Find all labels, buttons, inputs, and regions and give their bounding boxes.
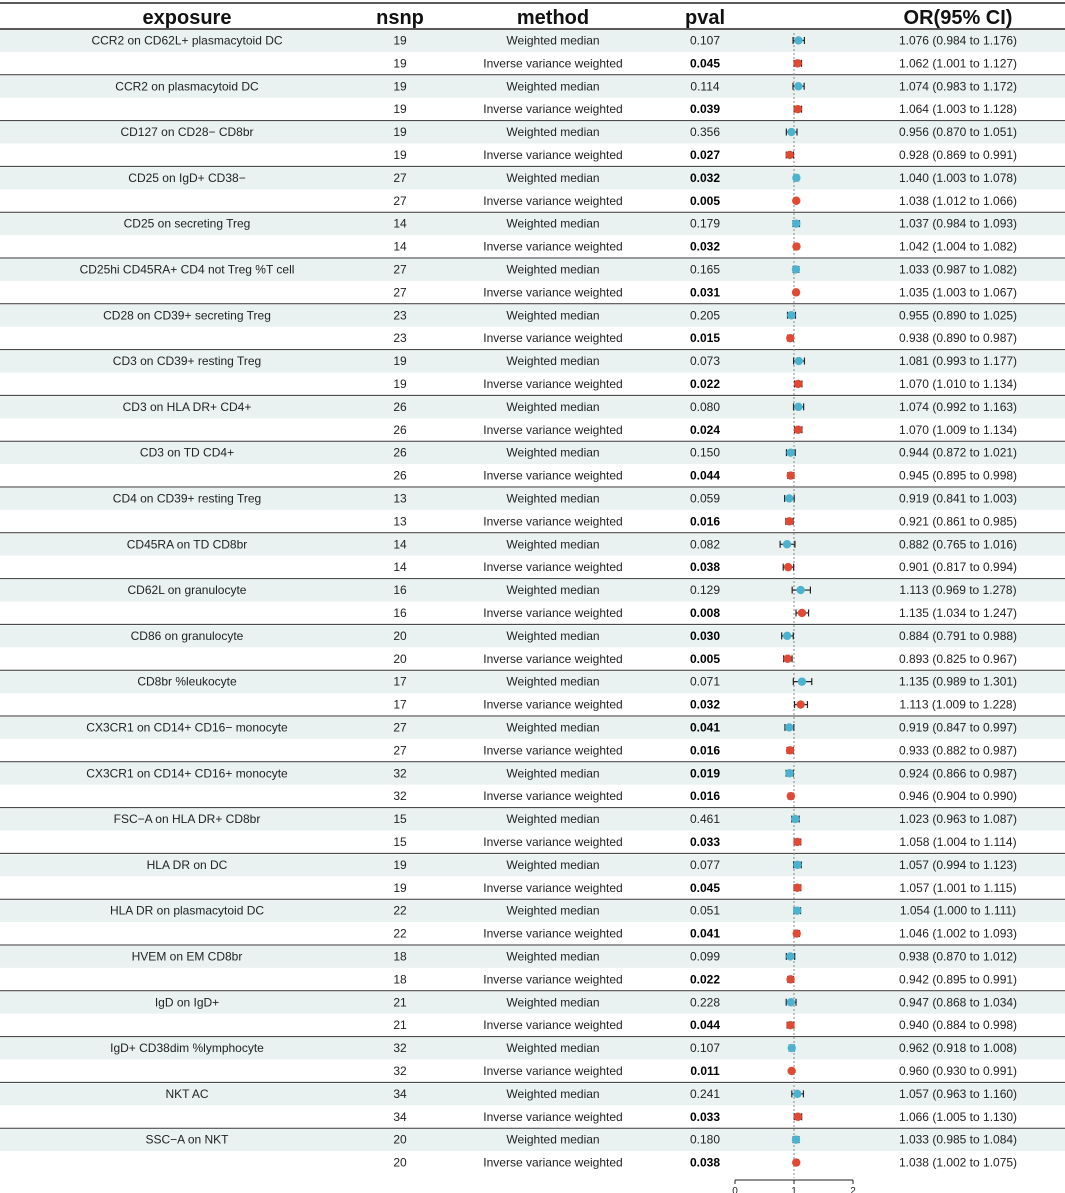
nsnp-value: 32 [393, 1063, 407, 1078]
or-point [794, 36, 802, 44]
pval-value: 0.073 [689, 354, 721, 369]
method-label: Inverse variance weighted [483, 972, 623, 987]
header-exposure: exposure [142, 7, 232, 29]
exposure-label: HVEM on EM CD8br [131, 949, 243, 964]
or-ci-value: 1.057 (0.963 to 1.160) [898, 1086, 1018, 1101]
or-ci-value: 1.135 (1.034 to 1.247) [898, 605, 1018, 620]
nsnp-value: 20 [393, 1132, 407, 1147]
pval-value: 0.241 [689, 1086, 721, 1101]
pval-value: 0.032 [689, 697, 721, 712]
pval-value: 0.045 [689, 56, 721, 71]
method-label: Inverse variance weighted [483, 1155, 623, 1170]
or-ci-value: 1.058 (1.004 to 1.114) [899, 834, 1017, 849]
nsnp-value: 19 [393, 376, 407, 391]
nsnp-value: 14 [393, 560, 407, 575]
method-label: Weighted median [506, 216, 600, 231]
or-point [793, 929, 801, 937]
nsnp-value: 21 [393, 995, 407, 1010]
pval-value: 0.030 [689, 628, 721, 643]
method-label: Weighted median [506, 857, 600, 872]
or-ci-value: 0.944 (0.872 to 1.021) [898, 445, 1018, 460]
method-label: Weighted median [506, 79, 600, 94]
or-point [783, 632, 791, 640]
method-label: Inverse variance weighted [483, 651, 623, 666]
method-label: Weighted median [506, 170, 600, 185]
or-ci-value: 1.042 (1.004 to 1.082) [898, 239, 1018, 254]
pval-value: 0.228 [689, 995, 721, 1010]
pval-value: 0.005 [689, 651, 721, 666]
nsnp-value: 15 [393, 834, 407, 849]
method-label: Inverse variance weighted [483, 789, 623, 804]
method-label: Inverse variance weighted [483, 331, 623, 346]
x-axis [732, 1180, 856, 1193]
nsnp-value: 26 [393, 399, 407, 414]
pval-value: 0.045 [689, 880, 721, 895]
or-ci-value: 0.942 (0.895 to 0.991) [898, 972, 1018, 987]
nsnp-value: 26 [393, 445, 407, 460]
or-point [786, 448, 794, 456]
or-ci-value: 1.135 (0.989 to 1.301) [898, 674, 1018, 689]
or-ci-value: 0.901 (0.817 to 0.994) [898, 560, 1018, 575]
method-label: Weighted median [506, 1132, 600, 1147]
nsnp-value: 19 [393, 56, 407, 71]
exposure-label: HLA DR on plasmacytoid DC [109, 903, 265, 918]
exposure-label: CD25 on IgD+ CD38− [128, 170, 246, 185]
or-point [798, 609, 806, 617]
header-or-ci: OR(95% CI) [903, 7, 1013, 29]
or-ci-value: 0.924 (0.866 to 0.987) [898, 766, 1018, 781]
pval-value: 0.114 [690, 79, 720, 94]
pval-value: 0.038 [689, 560, 721, 575]
nsnp-value: 19 [393, 857, 407, 872]
pval-value: 0.016 [689, 514, 721, 529]
or-point [786, 746, 794, 754]
header-nsnp: nsnp [376, 7, 424, 29]
nsnp-value: 19 [393, 354, 407, 369]
or-ci-value: 0.956 (0.870 to 1.051) [898, 125, 1018, 140]
or-point [791, 815, 799, 823]
nsnp-value: 27 [393, 720, 407, 735]
pval-value: 0.356 [689, 125, 721, 140]
nsnp-value: 32 [393, 766, 407, 781]
pval-value: 0.099 [689, 949, 721, 964]
exposure-label: CD3 on CD39+ resting Treg [112, 354, 262, 369]
x-tick-label: 1 [791, 1186, 797, 1193]
or-ci-value: 0.928 (0.869 to 0.991) [898, 147, 1018, 162]
or-point [787, 128, 795, 136]
or-point [786, 334, 794, 342]
x-tick-label: 0 [732, 1186, 738, 1193]
or-ci-value: 1.081 (0.993 to 1.177) [898, 354, 1018, 369]
or-point [787, 471, 795, 479]
or-ci-value: 0.919 (0.847 to 0.997) [898, 720, 1018, 735]
method-label: Weighted median [506, 995, 600, 1010]
or-point [794, 403, 802, 411]
or-point [783, 540, 791, 548]
pval-value: 0.150 [689, 445, 721, 460]
nsnp-value: 16 [393, 605, 407, 620]
method-label: Inverse variance weighted [483, 376, 623, 391]
or-point [796, 700, 804, 708]
exposure-label: SSC−A on NKT [145, 1132, 229, 1147]
or-ci-value: 0.884 (0.791 to 0.988) [898, 628, 1018, 643]
nsnp-value: 14 [393, 216, 407, 231]
nsnp-value: 27 [393, 170, 407, 185]
or-ci-value: 1.033 (0.987 to 1.082) [898, 262, 1018, 277]
or-ci-value: 0.962 (0.918 to 1.008) [898, 1041, 1018, 1056]
exposure-label: CX3CR1 on CD14+ CD16− monocyte [86, 720, 288, 735]
or-ci-value: 1.070 (1.010 to 1.134) [898, 376, 1018, 391]
method-label: Inverse variance weighted [483, 193, 623, 208]
pval-value: 0.033 [689, 1109, 721, 1124]
column-headers [143, 7, 1013, 29]
or-point [798, 677, 806, 685]
or-point [796, 586, 804, 594]
method-label: Inverse variance weighted [483, 834, 623, 849]
exposure-label: CD28 on CD39+ secreting Treg [103, 308, 271, 323]
method-label: Inverse variance weighted [483, 926, 623, 941]
nsnp-value: 13 [393, 514, 407, 529]
or-ci-value: 1.033 (0.985 to 1.084) [898, 1132, 1018, 1147]
or-ci-value: 1.113 (0.969 to 1.278) [899, 583, 1017, 598]
nsnp-value: 34 [393, 1109, 407, 1124]
or-ci-value: 0.945 (0.895 to 0.998) [898, 468, 1018, 483]
method-label: Weighted median [506, 903, 600, 918]
or-point [793, 59, 801, 67]
nsnp-value: 26 [393, 468, 407, 483]
method-label: Weighted median [506, 262, 600, 277]
nsnp-value: 19 [393, 125, 407, 140]
method-label: Weighted median [506, 674, 600, 689]
or-point [787, 792, 795, 800]
exposure-label: IgD on IgD+ [154, 995, 220, 1010]
or-ci-value: 0.882 (0.765 to 1.016) [898, 537, 1018, 552]
method-label: Inverse variance weighted [483, 1063, 623, 1078]
method-label: Inverse variance weighted [483, 560, 623, 575]
x-tick-label: 2 [850, 1186, 856, 1193]
or-point [794, 380, 802, 388]
method-label: Inverse variance weighted [483, 1109, 623, 1124]
or-point [786, 151, 794, 159]
pval-value: 0.180 [689, 1132, 721, 1147]
pval-value: 0.071 [689, 674, 721, 689]
exposure-label: NKT AC [165, 1086, 209, 1101]
nsnp-value: 14 [393, 239, 407, 254]
exposure-label: CD25hi CD45RA+ CD4 not Treg %T cell [79, 262, 295, 277]
or-ci-value: 0.921 (0.861 to 0.985) [898, 514, 1018, 529]
method-label: Weighted median [506, 399, 600, 414]
method-label: Weighted median [506, 445, 600, 460]
pval-value: 0.205 [689, 308, 721, 323]
or-point [794, 426, 802, 434]
or-ci-value: 1.066 (1.005 to 1.130) [898, 1109, 1018, 1124]
exposure-label: CD62L on granulocyte [127, 583, 247, 598]
method-label: Inverse variance weighted [483, 285, 623, 300]
or-ci-value: 1.046 (1.002 to 1.093) [898, 926, 1018, 941]
method-label: Inverse variance weighted [483, 880, 623, 895]
or-point [794, 82, 802, 90]
nsnp-value: 27 [393, 262, 407, 277]
nsnp-value: 20 [393, 628, 407, 643]
nsnp-value: 15 [393, 812, 407, 827]
or-point [792, 174, 800, 182]
exposure-label: CD127 on CD28− CD8br [120, 125, 254, 140]
or-point [793, 861, 801, 869]
pval-value: 0.059 [689, 491, 721, 506]
or-ci-value: 1.074 (0.983 to 1.172) [898, 79, 1018, 94]
pval-value: 0.041 [689, 720, 721, 735]
or-point [784, 563, 792, 571]
nsnp-value: 16 [393, 583, 407, 598]
pval-value: 0.011 [690, 1063, 720, 1078]
method-label: Inverse variance weighted [483, 743, 623, 758]
pval-value: 0.022 [689, 376, 721, 391]
method-label: Weighted median [506, 537, 600, 552]
or-point [792, 197, 800, 205]
nsnp-value: 22 [393, 926, 407, 941]
nsnp-value: 13 [393, 491, 407, 506]
or-point [786, 975, 794, 983]
exposure-label: CD3 on HLA DR+ CD4+ [122, 399, 252, 414]
or-point [792, 1135, 800, 1143]
pval-value: 0.082 [689, 537, 721, 552]
exposure-label: CD4 on CD39+ resting Treg [112, 491, 262, 506]
method-label: Weighted median [506, 308, 600, 323]
nsnp-value: 27 [393, 193, 407, 208]
nsnp-value: 27 [393, 743, 407, 758]
or-ci-value: 0.955 (0.890 to 1.025) [898, 308, 1018, 323]
or-ci-value: 1.076 (0.984 to 1.176) [898, 33, 1018, 48]
pval-value: 0.165 [689, 262, 721, 277]
or-ci-value: 0.947 (0.868 to 1.034) [898, 995, 1018, 1010]
pval-value: 0.016 [689, 743, 721, 758]
nsnp-value: 21 [393, 1018, 407, 1033]
or-ci-value: 1.070 (1.009 to 1.134) [898, 422, 1018, 437]
exposure-label: CX3CR1 on CD14+ CD16+ monocyte [86, 766, 288, 781]
or-point [793, 838, 801, 846]
nsnp-value: 34 [393, 1086, 407, 1101]
or-point [794, 105, 802, 113]
or-ci-value: 0.893 (0.825 to 0.967) [898, 651, 1018, 666]
or-ci-value: 0.960 (0.930 to 0.991) [898, 1063, 1018, 1078]
exposure-label: HLA DR on DC [146, 857, 228, 872]
nsnp-value: 20 [393, 651, 407, 666]
method-label: Inverse variance weighted [483, 697, 623, 712]
or-point [792, 265, 800, 273]
method-label: Weighted median [506, 33, 600, 48]
or-ci-value: 0.940 (0.884 to 0.998) [898, 1018, 1018, 1033]
nsnp-value: 18 [393, 949, 407, 964]
or-ci-value: 1.057 (1.001 to 1.115) [899, 880, 1017, 895]
pval-value: 0.033 [689, 834, 721, 849]
or-point [785, 517, 793, 525]
or-ci-value: 0.938 (0.890 to 0.987) [898, 331, 1018, 346]
or-ci-value: 1.113 (1.009 to 1.228) [899, 697, 1017, 712]
method-label: Weighted median [506, 491, 600, 506]
method-label: Inverse variance weighted [483, 147, 623, 162]
or-point [786, 1021, 794, 1029]
or-point [787, 998, 795, 1006]
method-label: Inverse variance weighted [483, 468, 623, 483]
method-label: Weighted median [506, 720, 600, 735]
or-point [792, 242, 800, 250]
exposure-label: IgD+ CD38dim %lymphocyte [110, 1041, 264, 1056]
exposure-label: FSC−A on HLA DR+ CD8br [113, 812, 261, 827]
or-point [792, 288, 800, 296]
pval-value: 0.044 [689, 1018, 721, 1033]
header-method: method [516, 7, 590, 29]
pval-value: 0.039 [689, 102, 721, 117]
nsnp-value: 26 [393, 422, 407, 437]
nsnp-value: 32 [393, 789, 407, 804]
method-label: Weighted median [506, 766, 600, 781]
method-label: Weighted median [506, 583, 600, 598]
nsnp-value: 20 [393, 1155, 407, 1170]
or-point [788, 1044, 796, 1052]
nsnp-value: 14 [393, 537, 407, 552]
method-label: Weighted median [506, 125, 600, 140]
method-label: Inverse variance weighted [483, 56, 623, 71]
pval-value: 0.008 [689, 605, 721, 620]
pval-value: 0.038 [689, 1155, 721, 1170]
exposure-label: CD3 on TD CD4+ [139, 445, 235, 460]
pval-value: 0.019 [689, 766, 721, 781]
exposure-label: CD86 on granulocyte [130, 628, 244, 643]
or-point [785, 769, 793, 777]
nsnp-value: 18 [393, 972, 407, 987]
pval-value: 0.041 [689, 926, 721, 941]
nsnp-value: 27 [393, 285, 407, 300]
pval-value: 0.179 [689, 216, 721, 231]
pval-value: 0.080 [689, 399, 721, 414]
or-ci-value: 0.946 (0.904 to 0.990) [898, 789, 1018, 804]
or-ci-value: 1.023 (0.963 to 1.087) [898, 812, 1018, 827]
pval-value: 0.461 [689, 812, 721, 827]
pval-value: 0.022 [689, 972, 721, 987]
nsnp-value: 23 [393, 331, 407, 346]
or-point [793, 1090, 801, 1098]
nsnp-value: 19 [393, 33, 407, 48]
nsnp-value: 19 [393, 102, 407, 117]
or-point [794, 1113, 802, 1121]
pval-value: 0.032 [689, 239, 721, 254]
or-point [785, 494, 793, 502]
or-ci-value: 1.054 (1.000 to 1.111) [899, 903, 1017, 918]
or-point [785, 723, 793, 731]
or-point [792, 1158, 800, 1166]
method-label: Weighted median [506, 812, 600, 827]
or-ci-value: 0.938 (0.870 to 1.012) [898, 949, 1018, 964]
method-label: Inverse variance weighted [483, 102, 623, 117]
pval-value: 0.032 [689, 170, 721, 185]
or-point [783, 655, 791, 663]
pval-value: 0.107 [689, 33, 721, 48]
method-label: Inverse variance weighted [483, 239, 623, 254]
method-label: Weighted median [506, 1086, 600, 1101]
or-ci-value: 1.040 (1.003 to 1.078) [898, 170, 1018, 185]
or-ci-value: 1.038 (1.002 to 1.075) [898, 1155, 1018, 1170]
method-label: Inverse variance weighted [483, 605, 623, 620]
or-ci-value: 1.062 (1.001 to 1.127) [898, 56, 1018, 71]
pval-value: 0.024 [689, 422, 721, 437]
exposure-label: CCR2 on CD62L+ plasmacytoid DC [91, 33, 283, 48]
or-ci-value: 1.037 (0.984 to 1.093) [898, 216, 1018, 231]
nsnp-value: 17 [393, 697, 407, 712]
pval-value: 0.129 [689, 583, 721, 598]
nsnp-value: 17 [393, 674, 407, 689]
pval-value: 0.027 [689, 147, 721, 162]
pval-value: 0.015 [689, 331, 721, 346]
or-point [793, 884, 801, 892]
method-label: Inverse variance weighted [483, 422, 623, 437]
nsnp-value: 23 [393, 308, 407, 323]
method-label: Weighted median [506, 949, 600, 964]
nsnp-value: 19 [393, 880, 407, 895]
pval-value: 0.031 [689, 285, 721, 300]
nsnp-value: 22 [393, 903, 407, 918]
header-pval: pval [684, 7, 726, 29]
method-label: Weighted median [506, 628, 600, 643]
exposure-label: CCR2 on plasmacytoid DC [115, 79, 259, 94]
method-label: Inverse variance weighted [483, 1018, 623, 1033]
method-label: Weighted median [506, 354, 600, 369]
exposure-label: CD45RA on TD CD8br [126, 537, 248, 552]
pval-value: 0.107 [689, 1041, 721, 1056]
or-ci-value: 1.074 (0.992 to 1.163) [898, 399, 1018, 414]
method-label: Inverse variance weighted [483, 514, 623, 529]
nsnp-value: 19 [393, 79, 407, 94]
pval-value: 0.044 [689, 468, 721, 483]
or-ci-value: 0.919 (0.841 to 1.003) [898, 491, 1018, 506]
or-point [795, 357, 803, 365]
or-ci-value: 1.038 (1.012 to 1.066) [898, 193, 1018, 208]
pval-value: 0.016 [689, 789, 721, 804]
exposure-label: CD25 on secreting Treg [123, 216, 251, 231]
or-ci-value: 1.035 (1.003 to 1.067) [898, 285, 1018, 300]
or-ci-value: 1.057 (0.994 to 1.123) [898, 857, 1018, 872]
or-point [787, 311, 795, 319]
pval-value: 0.051 [689, 903, 721, 918]
exposure-label: CD8br %leukocyte [137, 674, 237, 689]
nsnp-value: 32 [393, 1041, 407, 1056]
or-point [786, 952, 794, 960]
pval-value: 0.005 [689, 193, 721, 208]
nsnp-value: 19 [393, 147, 407, 162]
or-ci-value: 0.933 (0.882 to 0.987) [898, 743, 1018, 758]
or-point [787, 1067, 795, 1075]
method-label: Weighted median [506, 1041, 600, 1056]
or-ci-value: 1.064 (1.003 to 1.128) [898, 102, 1018, 117]
pval-value: 0.077 [689, 857, 721, 872]
or-point [792, 219, 800, 227]
or-point [793, 906, 801, 914]
